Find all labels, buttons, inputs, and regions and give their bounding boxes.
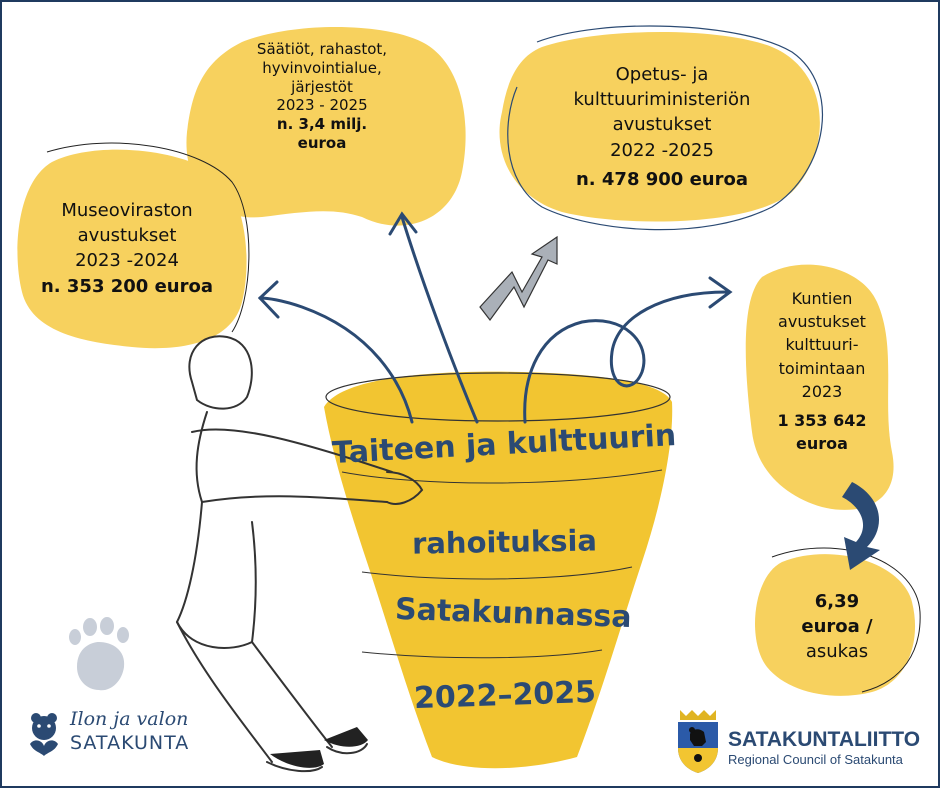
funnel-title-line2: rahoituksia <box>411 523 598 561</box>
bubble-line: avustukset <box>77 225 177 247</box>
bubble-opetus-text <box>522 62 802 191</box>
paw-print-icon <box>69 617 129 690</box>
bubble-amount: n. 353 200 euroa <box>40 275 213 297</box>
ilon-line1: Ilon ja valon <box>70 708 189 730</box>
bubble-amount: euroa / <box>801 616 873 638</box>
bubble-kuntien-text <box>752 287 892 455</box>
bubble-line: kulttuuriministeriön <box>573 89 751 111</box>
bubble-amount: 6,39 <box>814 591 860 612</box>
bubble-line: Museoviraston <box>61 200 193 221</box>
bubble-amount: 1 353 642 <box>777 410 867 430</box>
bubble-line: 2023 <box>801 381 843 401</box>
ilon-line2: SATAKUNTA <box>70 732 190 754</box>
bubble-amount: n. 3,4 milj. <box>276 115 368 133</box>
bubble-saatiot-text <box>217 40 427 153</box>
bubble-line: avustukset <box>778 312 866 332</box>
ilon-ja-valon-logo <box>24 708 214 768</box>
bubble-museovirasto-text <box>22 198 232 299</box>
bear-flower-icon <box>24 710 64 760</box>
funnel-title-line4: 2022–2025 <box>413 674 597 717</box>
bubble-amount: n. 478 900 euroa <box>575 168 748 190</box>
bubble-line: toimintaan <box>778 358 866 378</box>
bubble-line: avustukset <box>612 114 712 136</box>
bubble-line: Kuntien <box>791 289 853 308</box>
bubble-per-asukas-text <box>772 589 902 665</box>
funnel-title-line3: Satakunnassa <box>394 591 633 636</box>
liitto-sub: Regional Council of Satakunta <box>728 752 903 767</box>
liitto-name: SATAKUNTALIITTO <box>728 728 921 751</box>
bubble-amount: euroa <box>796 434 848 454</box>
bubble-line: Säätiöt, rahastot, <box>256 40 388 58</box>
bubble-line: hyvinvointialue, <box>262 58 382 77</box>
bubble-line: Opetus- ja <box>615 64 709 85</box>
bubble-line: asukas <box>805 641 869 663</box>
zigzag-arrow-icon <box>480 237 557 320</box>
bubble-line: kulttuuri- <box>785 335 859 355</box>
bubble-amount: euroa <box>297 133 347 152</box>
coat-of-arms-icon <box>674 708 722 774</box>
satakuntaliitto-logo <box>674 708 934 778</box>
bubble-line: 2022 -2025 <box>610 139 714 161</box>
bubble-line: järjestöt <box>291 77 353 96</box>
funnel-title-line1: Taiteen ja kulttuurin <box>331 418 678 471</box>
bubble-line: 2023 - 2025 <box>276 96 368 115</box>
bubble-line: 2023 -2024 <box>75 250 179 272</box>
